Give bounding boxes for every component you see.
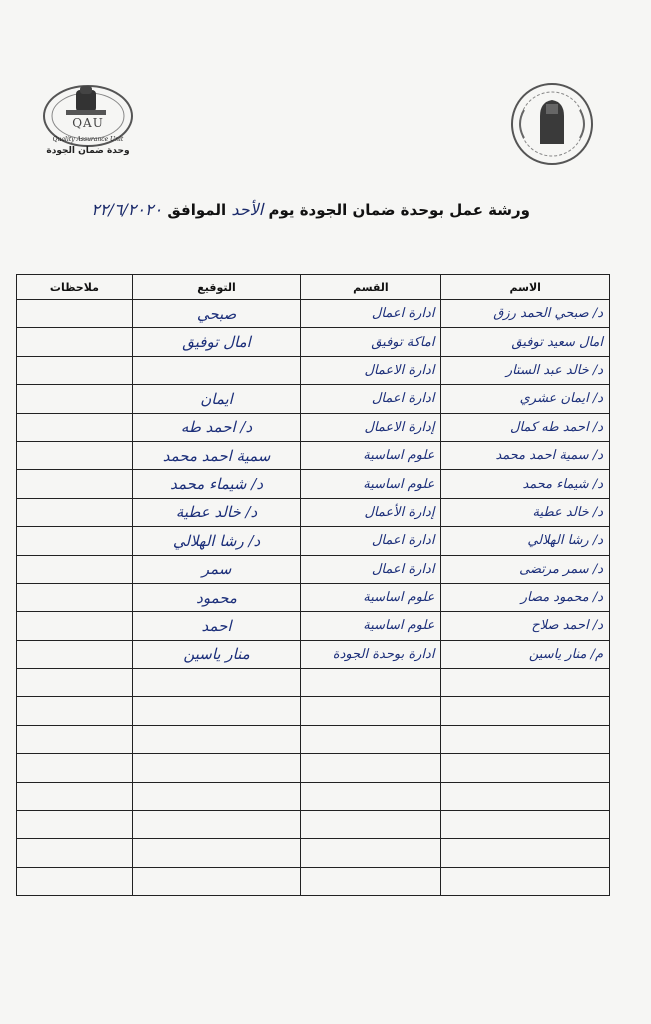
department-cell: علوم اساسية [301, 441, 441, 469]
signature-cell [132, 356, 301, 384]
notes-cell [17, 782, 133, 810]
name-cell [441, 839, 610, 867]
notes-cell [17, 867, 133, 895]
notes-cell [17, 527, 133, 555]
department-cell [301, 867, 441, 895]
department-cell: علوم اساسية [301, 612, 441, 640]
name-cell: م/ منار ياسين [441, 640, 610, 668]
notes-cell [17, 839, 133, 867]
qau-arabic-name: وحدة ضمان الجودة [46, 146, 130, 156]
department-cell: إدارة الاعمال [301, 413, 441, 441]
notes-cell [17, 697, 133, 725]
name-cell: د/ صبحي الحمد رزق [441, 300, 610, 328]
header-name: الاسم [441, 275, 610, 300]
department-cell: ادارة اعمال [301, 385, 441, 413]
table-row [17, 782, 610, 810]
table-row [17, 725, 610, 753]
department-cell: اماكة توفيق [301, 328, 441, 356]
name-cell: د/ شيماء محمد [441, 470, 610, 498]
table-row [17, 356, 610, 384]
signature-cell: منار ياسين [132, 640, 301, 668]
signature-cell: سمر [132, 555, 301, 583]
table-row [17, 527, 610, 555]
table-row [17, 754, 610, 782]
signature-cell [132, 782, 301, 810]
notes-cell [17, 640, 133, 668]
name-cell [441, 811, 610, 839]
name-cell: د/ رشا الهلالي [441, 527, 610, 555]
name-cell: د/ خالد عطية [441, 498, 610, 526]
department-cell: ادارة اعمال [301, 527, 441, 555]
seal-icon [506, 82, 598, 168]
signature-cell: د/ شيماء محمد [132, 470, 301, 498]
notes-cell [17, 328, 133, 356]
notes-cell [17, 612, 133, 640]
signature-cell [132, 697, 301, 725]
signature-cell: محمود [132, 583, 301, 611]
signature-cell [132, 754, 301, 782]
notes-cell [17, 300, 133, 328]
name-cell: د/ احمد طه كمال [441, 413, 610, 441]
table-row [17, 498, 610, 526]
table-row [17, 697, 610, 725]
signature-cell: سمية احمد محمد [132, 441, 301, 469]
department-cell: إدارة الأعمال [301, 498, 441, 526]
department-cell [301, 782, 441, 810]
notes-cell [17, 413, 133, 441]
signature-cell: احمد [132, 612, 301, 640]
qau-abbreviation: QAU [72, 116, 104, 130]
department-cell: ادارة اعمال [301, 555, 441, 583]
signature-cell [132, 725, 301, 753]
signature-cell [132, 839, 301, 867]
signature-cell: ايمان [132, 385, 301, 413]
signature-cell: د/ احمد طه [132, 413, 301, 441]
name-cell: د/ ايمان عشري [441, 385, 610, 413]
notes-cell [17, 470, 133, 498]
signature-cell: د/ رشا الهلالي [132, 527, 301, 555]
table-row [17, 470, 610, 498]
department-cell [301, 725, 441, 753]
page-title [60, 200, 530, 219]
name-cell [441, 697, 610, 725]
name-cell: د/ سمر مرتضى [441, 555, 610, 583]
attendance-table [16, 274, 610, 896]
name-cell [441, 867, 610, 895]
table-row [17, 441, 610, 469]
department-cell: ادارة بوحدة الجودة [301, 640, 441, 668]
table-row [17, 413, 610, 441]
table-row [17, 385, 610, 413]
signature-cell: د/ خالد عطية [132, 498, 301, 526]
title-printed-text-2: الموافق [167, 201, 227, 219]
notes-cell [17, 583, 133, 611]
department-cell: علوم اساسية [301, 470, 441, 498]
name-cell: د/ خالد عبد الستار [441, 356, 610, 384]
name-cell [441, 782, 610, 810]
header-notes: ملاحظات [17, 275, 133, 300]
title-handwritten-day: الأحد [231, 200, 264, 219]
notes-cell [17, 669, 133, 697]
notes-cell [17, 754, 133, 782]
table-row [17, 583, 610, 611]
header-department: القسم [301, 275, 441, 300]
notes-cell [17, 441, 133, 469]
table-row [17, 811, 610, 839]
table-row [17, 555, 610, 583]
notes-cell [17, 356, 133, 384]
department-cell [301, 811, 441, 839]
notes-cell [17, 555, 133, 583]
header-signature: التوقيع [132, 275, 301, 300]
signature-cell [132, 867, 301, 895]
table-row [17, 640, 610, 668]
name-cell: د/ سمية احمد محمد [441, 441, 610, 469]
department-cell [301, 839, 441, 867]
department-cell [301, 754, 441, 782]
name-cell: امال سعيد توفيق [441, 328, 610, 356]
signature-cell: امال توفيق [132, 328, 301, 356]
signature-cell [132, 811, 301, 839]
quality-assurance-logo [36, 80, 140, 166]
title-handwritten-date: ٢٢/٦/٢٠٢٠ [91, 200, 163, 219]
table-row [17, 669, 610, 697]
table-row [17, 612, 610, 640]
table-row [17, 300, 610, 328]
table-row [17, 839, 610, 867]
qau-english-name: Quality Assurance Unit [52, 136, 124, 143]
table-row [17, 328, 610, 356]
department-cell: علوم اساسية [301, 583, 441, 611]
notes-cell [17, 498, 133, 526]
department-cell: ادارة اعمال [301, 300, 441, 328]
notes-cell [17, 811, 133, 839]
signature-cell: صبحي [132, 300, 301, 328]
table-header-row [17, 275, 610, 300]
department-cell: ادارة الاعمال [301, 356, 441, 384]
name-cell: د/ محمود مصار [441, 583, 610, 611]
notes-cell [17, 385, 133, 413]
title-printed-text: ورشة عمل بوحدة ضمان الجودة يوم [268, 201, 530, 219]
name-cell [441, 754, 610, 782]
name-cell [441, 725, 610, 753]
name-cell [441, 669, 610, 697]
name-cell: د/ احمد صلاح [441, 612, 610, 640]
department-cell [301, 669, 441, 697]
department-cell [301, 697, 441, 725]
institution-seal-logo [506, 82, 598, 168]
table-row [17, 867, 610, 895]
notes-cell [17, 725, 133, 753]
signature-cell [132, 669, 301, 697]
